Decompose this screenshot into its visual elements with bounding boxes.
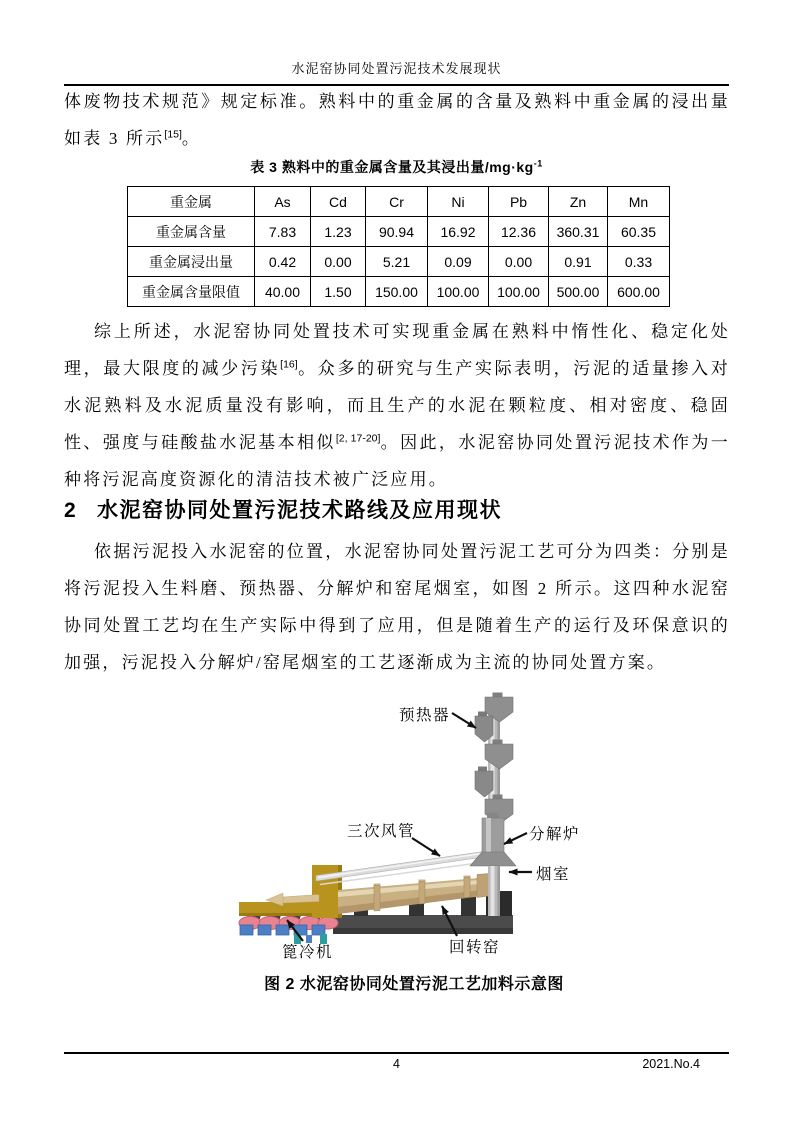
table-row [128,187,670,217]
citation-ref-16: [16] [280,358,298,371]
table-cell: 0.09 [428,247,489,277]
paragraph-1-text: 体废物技术规范》规定标准。熟料中的重金属的含量及熟料中重金属的浸出量如表 3 所示 [64,92,730,148]
section-number: 2 [64,499,76,522]
table-cell: 重金属含量限值 [128,277,255,307]
table-header-cell: Pb [489,187,549,217]
table-row [128,217,670,247]
table-cell: 0.91 [549,247,608,277]
running-header: 水泥窑协同处置污泥技术发展现状 [291,61,502,76]
table-row [128,247,670,277]
table-cell: 90.94 [366,217,428,247]
table-cell: 12.36 [489,217,549,247]
table-cell: 40.00 [255,277,311,307]
paragraph-2-text: 综上所述，水泥窑协同处置技术可实现重金属在熟料中惰性化、稳定化处理，最大限度的减少污染 [64,322,730,378]
table-cell: 500.00 [549,277,608,307]
table-cell: 0.42 [255,247,311,277]
footer-issue: 2021.No.4 [642,1057,700,1071]
section-2-heading [64,497,744,525]
table-cell: 1.50 [311,277,366,307]
table-cell: 100.00 [489,277,549,307]
table-header-cell: As [255,187,311,217]
table-cell: 1.23 [311,217,366,247]
paragraph-2-text: 。因此，水泥窑协同处置污泥技术作为一种将污泥高度资源化的清洁技术被广泛应用。 [64,433,730,489]
table3-title-exponent: -1 [533,158,543,169]
section-title: 水泥窑协同处置污泥技术路线及应用现状 [97,499,502,522]
preheater-arrow [452,713,476,728]
calciner-vessel [470,813,516,867]
table-cell: 150.00 [366,277,428,307]
smoke-chamber-label: 烟室 [536,866,571,883]
table-header-cell: Mn [608,187,670,217]
calciner-label: 分解炉 [529,826,581,843]
table-cell: 60.35 [608,217,670,247]
table-header-cell: Cd [311,187,366,217]
table-cell: 5.21 [366,247,428,277]
paragraph-3 [64,533,730,681]
table-cell: 0.00 [311,247,366,277]
paragraph-2-text: 。众多的研究与生产实际表明，污泥的适量掺入对水泥熟料及水泥质量没有影响，而且生产的水泥在颗粒度、相对密度、稳固性、强度与硅酸盐水泥基本相似 [64,359,731,452]
figure2-process-diagram [228,686,622,966]
table-row [128,277,670,307]
table-cell: 0.33 [608,247,670,277]
paragraph-2 [64,313,730,498]
smoke-chamber-pipe [488,866,500,916]
table-header-cell: Cr [366,187,428,217]
table-cell: 100.00 [428,277,489,307]
table3-heavy-metals [127,186,670,307]
table-cell: 7.83 [255,217,311,247]
paragraph-3-text: 依据污泥投入水泥窑的位置，水泥窑协同处置污泥工艺可分为四类：分别是将污泥投入生料磨、预热器、分解炉和窑尾烟室，如图 2 所示。这四种水泥窑协同处置工艺均在生产实际中得到了应用，但是随着生产的运行及环保意识的加强，污泥投入分解炉/窑尾烟室的工艺逐渐成为主流的协同处置方案。 [64,542,730,672]
tertiary-duct-arrow [412,838,440,856]
table-cell: 重金属浸出量 [128,247,255,277]
tertiary-duct-label: 三次风管 [347,823,416,840]
citation-ref-15: [15] [164,128,182,141]
table-header-cell: 重金属 [128,187,255,217]
table-header-cell: Ni [428,187,489,217]
footer-rule [64,1052,729,1054]
figure2-caption: 图 2 水泥窑协同处置污泥工艺加料示意图 [264,976,564,993]
footer-page-number: 4 [393,1057,400,1071]
table-cell: 重金属含量 [128,217,255,247]
table-cell: 0.00 [489,247,549,277]
grate-cooler-label: 篦冷机 [282,944,334,961]
table3-title-text: 表 3 熟料中的重金属含量及其浸出量/mg·kg [250,159,534,175]
citation-ref-2-17-20: [2, 17-20] [335,432,381,445]
calciner-arrow [504,833,527,844]
cyclone-stage-4 [475,767,493,798]
paragraph-1 [64,83,730,157]
table3-title [64,157,729,177]
table-header-cell: Zn [549,187,608,217]
table-cell: 600.00 [608,277,670,307]
table-cell: 360.31 [549,217,608,247]
cyclone-stage-2 [475,712,493,743]
paragraph-1-end: 。 [181,129,202,148]
preheater-label: 预热器 [399,707,451,724]
table-cell: 16.92 [428,217,489,247]
rotary-kiln-label: 回转窑 [449,939,501,956]
